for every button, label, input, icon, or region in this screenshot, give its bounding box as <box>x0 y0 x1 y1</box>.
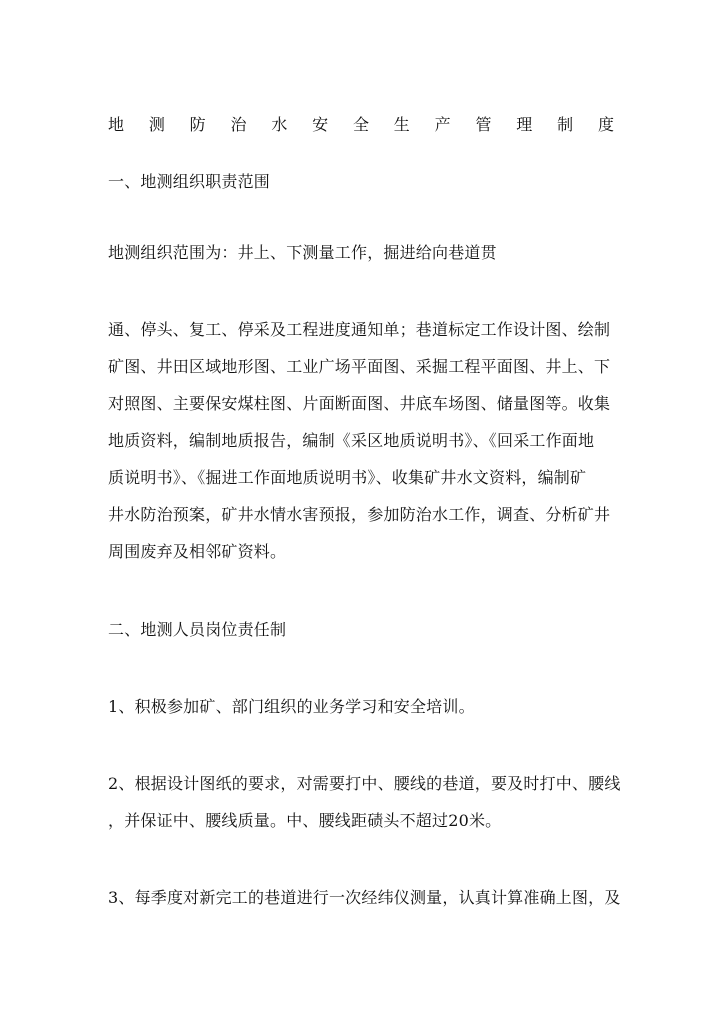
title-char: 治 <box>230 115 247 134</box>
section1-body-line: 质说明书》、《掘进工作面地质说明书》、收集矿井水文资料，编制矿 <box>108 468 587 487</box>
section1-body-line: 井水防治预案，矿井水情水害预报，参加防治水工作，调查、分析矿井 <box>108 505 611 524</box>
section1-intro: 地测组织范围为：井上、下测量工作，掘进给向巷道贯 <box>108 243 497 262</box>
title-char: 安 <box>312 115 329 134</box>
section1-body-line: 通、停头、复工、停采及工程进度通知单；巷道标定工作设计图、绘制 <box>108 320 611 339</box>
item-1: 1、积极参加矿、部门组织的业务学习和安全培训。 <box>108 697 475 716</box>
section1-heading: 一、地测组织职责范围 <box>108 172 271 191</box>
title-char: 地 <box>108 115 125 134</box>
section1-body-line: 地质资料，编制地质报告，编制《采区地质说明书》、《回采工作面地 <box>108 431 595 450</box>
section1-body-line: 周围废弃及相邻矿资料。 <box>108 542 287 561</box>
title-char: 水 <box>271 115 288 134</box>
title-char: 防 <box>189 115 206 134</box>
title-char: 测 <box>148 115 165 134</box>
title-char: 理 <box>516 115 533 134</box>
document-title <box>108 113 614 137</box>
section1-body-line: 矿图、井田区域地形图、工业广场平面图、采掘工程平面图、井上、下 <box>108 357 611 376</box>
item-3-line: 3、每季度对新完工的巷道进行一次经纬仪测量，认真计算准确上图，及 <box>108 888 621 907</box>
title-char: 全 <box>352 115 369 134</box>
title-char: 度 <box>597 115 614 134</box>
title-char: 生 <box>393 115 410 134</box>
title-char: 产 <box>434 115 451 134</box>
title-char: 制 <box>557 115 574 134</box>
title-char: 管 <box>475 115 492 134</box>
section1-body-line: 对照图、主要保安煤柱图、片面断面图、井底车场图、储量图等。收集 <box>108 394 611 413</box>
item-2-line: 2、根据设计图纸的要求，对需要打中、腰线的巷道，要及时打中、腰线 <box>108 774 621 793</box>
section2-heading: 二、地测人员岗位责任制 <box>108 620 287 639</box>
item-2-line: ，并保证中、腰线质量。中、腰线距碛头不超过20米。 <box>108 811 502 830</box>
